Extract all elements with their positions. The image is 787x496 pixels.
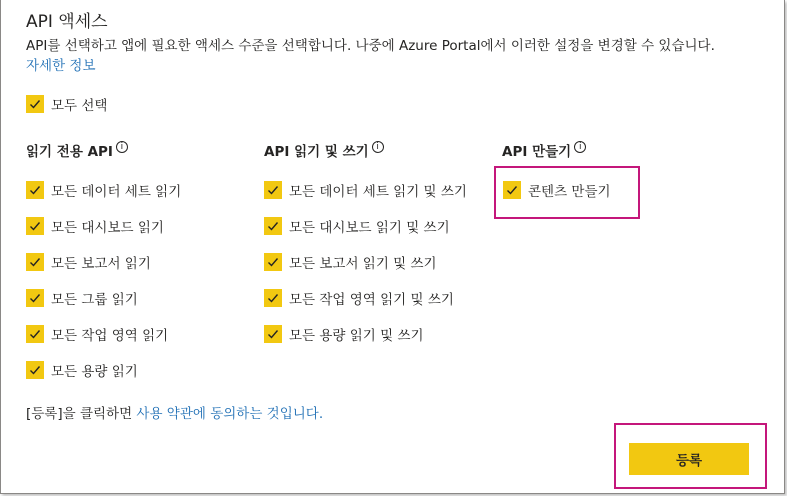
dialog-title: API 액세스: [26, 12, 108, 32]
read-only-checkbox[interactable]: [26, 360, 138, 380]
checkbox-checked-icon: [26, 361, 44, 379]
read-only-checkbox[interactable]: [26, 252, 151, 272]
checkbox-checked-icon: [26, 325, 44, 343]
read-only-api-header: [26, 140, 128, 160]
terms-prefix: [등록]을 클릭하면: [26, 406, 137, 422]
read-only-checkbox[interactable]: [26, 180, 181, 200]
checkbox-label: 모든 용량 읽기: [51, 364, 138, 380]
read-write-checkbox[interactable]: [264, 216, 450, 236]
checkbox-checked-icon: [26, 95, 44, 113]
read-only-checkbox[interactable]: [26, 288, 138, 308]
read-only-checkbox[interactable]: [26, 324, 168, 344]
read-write-api-title: API 읽기 및 쓰기: [264, 144, 369, 160]
select-all-label: 모두 선택: [51, 98, 108, 114]
info-icon[interactable]: i: [372, 141, 384, 153]
info-icon[interactable]: i: [116, 141, 128, 153]
checkbox-checked-icon: [26, 181, 44, 199]
checkbox-checked-icon: [264, 217, 282, 235]
read-only-api-title: 읽기 전용 API: [26, 144, 113, 160]
dialog-description: [26, 36, 781, 76]
checkbox-checked-icon: [26, 217, 44, 235]
create-content-highlight: [494, 166, 640, 219]
create-api-header: [502, 140, 586, 160]
checkbox-checked-icon: [264, 181, 282, 199]
checkbox-checked-icon: [264, 289, 282, 307]
checkbox-label: 모든 대시보드 읽기: [51, 220, 164, 236]
checkbox-label: 모든 작업 영역 읽기 및 쓰기: [289, 292, 454, 308]
checkbox-label: 모든 보고서 읽기 및 쓰기: [289, 256, 437, 272]
register-button[interactable]: 등록: [629, 443, 749, 475]
terms-text: [26, 402, 323, 422]
checkbox-checked-icon: [26, 253, 44, 271]
checkbox-label: 모든 그룹 읽기: [51, 292, 138, 308]
select-all-checkbox[interactable]: [26, 94, 107, 114]
checkbox-checked-icon: [264, 253, 282, 271]
read-write-checkbox[interactable]: [264, 324, 424, 344]
checkbox-checked-icon: [26, 289, 44, 307]
read-write-checkbox[interactable]: [264, 180, 467, 200]
read-write-api-header: [264, 140, 384, 160]
description-text: API를 선택하고 앱에 필요한 액세스 수준을 선택합니다. 나중에 Azure Portal에서 이러한 설정을 변경할 수 있습니다.: [26, 38, 715, 54]
read-only-checkbox[interactable]: [26, 216, 164, 236]
read-write-checkbox[interactable]: [264, 252, 437, 272]
checkbox-checked-icon: [264, 325, 282, 343]
learn-more-link[interactable]: 자세한 정보: [26, 58, 96, 74]
checkbox-label: 모든 데이터 세트 읽기 및 쓰기: [289, 184, 467, 200]
read-write-checkbox[interactable]: [264, 288, 454, 308]
terms-link[interactable]: 사용 약관에 동의하는 것입니다.: [136, 406, 324, 422]
checkbox-label: 모든 보고서 읽기: [51, 256, 151, 272]
checkbox-label: 콘텐츠 만들기: [528, 184, 611, 200]
checkbox-label: 모든 데이터 세트 읽기: [51, 184, 182, 200]
create-api-title: API 만들기: [502, 144, 572, 160]
checkbox-label: 모든 용량 읽기 및 쓰기: [289, 328, 424, 344]
checkbox-label: 모든 대시보드 읽기 및 쓰기: [289, 220, 450, 236]
info-icon[interactable]: i: [574, 141, 586, 153]
checkbox-label: 모든 작업 영역 읽기: [51, 328, 169, 344]
